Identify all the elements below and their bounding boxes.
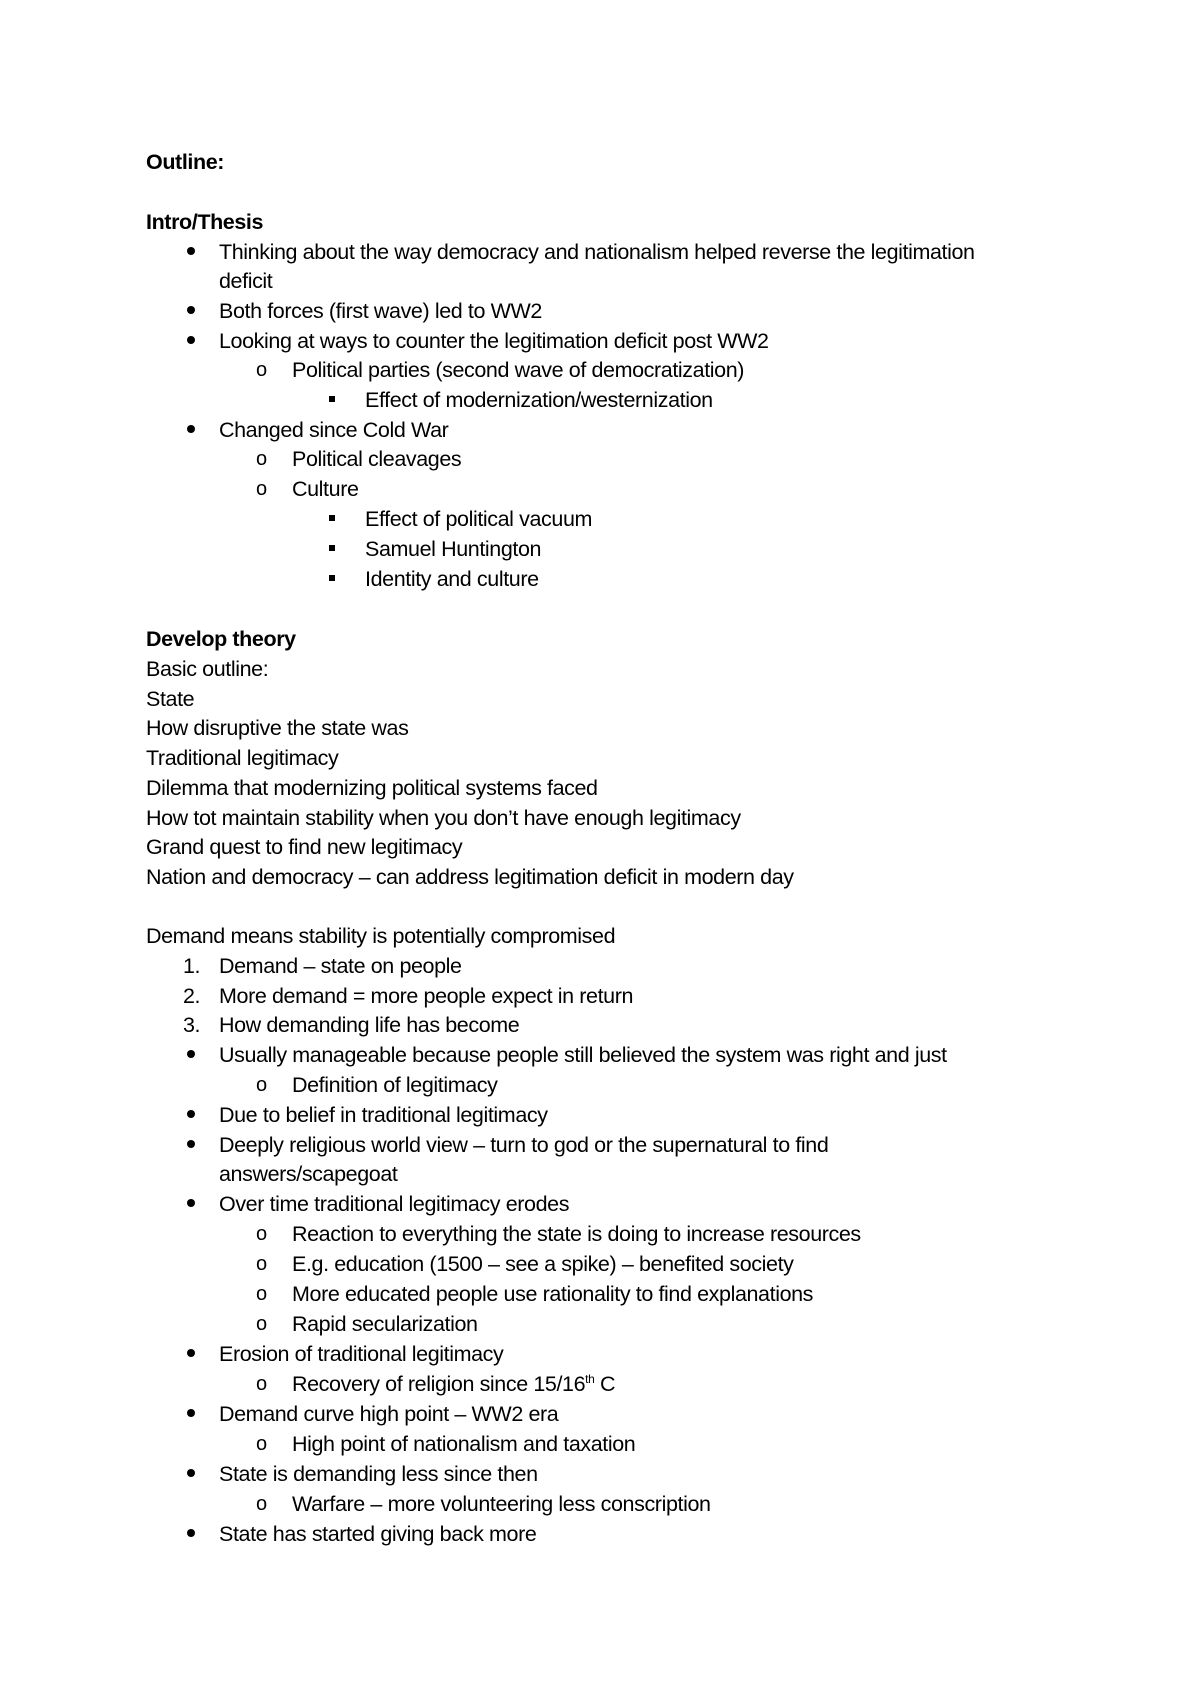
- demand-bullet-8: State has started giving back more: [219, 1522, 537, 1546]
- bullet-disc-icon: [187, 1050, 195, 1058]
- develop-line: Basic outline:: [146, 657, 269, 681]
- bullet-square-icon: [329, 545, 335, 551]
- develop-line: State: [146, 687, 195, 711]
- bullet-disc-icon: [187, 336, 195, 344]
- bullet-square-icon: [329, 575, 335, 581]
- intro-bullet-3-sub-1: Political parties (second wave of democratization): [292, 358, 745, 382]
- bullet-circle-icon: o: [256, 1074, 268, 1096]
- demand-bullet-6: Demand curve high point – WW2 era: [219, 1402, 559, 1426]
- demand-intro: Demand means stability is potentially compromised: [146, 924, 616, 948]
- intro-heading: Intro/Thesis: [146, 210, 264, 234]
- bullet-circle-icon: o: [256, 1223, 268, 1245]
- bullet-disc-icon: [187, 247, 195, 255]
- bullet-circle-icon: o: [256, 1433, 268, 1455]
- develop-line: How tot maintain stability when you don’t have enough legitimacy: [146, 806, 741, 830]
- bullet-circle-icon: o: [256, 448, 268, 470]
- develop-line: Traditional legitimacy: [146, 746, 339, 770]
- intro-bullet-4-sub-1: Political cleavages: [292, 447, 462, 471]
- bullet-disc-icon: [187, 1110, 195, 1118]
- develop-heading: Develop theory: [146, 627, 296, 651]
- demand-bullet-4-sub-4: Rapid secularization: [292, 1312, 478, 1336]
- demand-bullet-4-sub-3: More educated people use rationality to find explanations: [292, 1282, 814, 1306]
- develop-line: How disruptive the state was: [146, 716, 409, 740]
- intro-bullet-4-sub-2-sub-1: Effect of political vacuum: [365, 507, 593, 531]
- list-number: 3.: [183, 1013, 201, 1037]
- bullet-circle-icon: o: [256, 1253, 268, 1275]
- bullet-disc-icon: [187, 1469, 195, 1477]
- bullet-circle-icon: o: [256, 1283, 268, 1305]
- bullet-square-icon: [329, 515, 335, 521]
- develop-line: Dilemma that modernizing political systems faced: [146, 776, 598, 800]
- bullet-disc-icon: [187, 306, 195, 314]
- recovery-text: Recovery of religion since 15/16: [292, 1372, 586, 1396]
- bullet-circle-icon: o: [256, 359, 268, 381]
- century-text: C: [594, 1372, 616, 1396]
- intro-bullet-4-sub-2: Culture: [292, 477, 359, 501]
- bullet-circle-icon: o: [256, 1313, 268, 1335]
- demand-bullet-3: Deeply religious world view – turn to god or the supernatural to find: [219, 1133, 829, 1157]
- outline-heading: Outline:: [146, 150, 225, 174]
- list-number: 1.: [183, 954, 201, 978]
- demand-item-2: More demand = more people expect in return: [219, 984, 634, 1008]
- list-number: 2.: [183, 984, 201, 1008]
- ordinal-suffix: th: [585, 1371, 595, 1386]
- demand-bullet-7: State is demanding less since then: [219, 1462, 538, 1486]
- demand-bullet-4-sub-1: Reaction to everything the state is doing to increase resources: [292, 1222, 861, 1246]
- demand-item-3: How demanding life has become: [219, 1013, 520, 1037]
- intro-bullet-2: Both forces (first wave) led to WW2: [219, 299, 542, 323]
- bullet-disc-icon: [187, 1199, 195, 1207]
- bullet-circle-icon: o: [256, 478, 268, 500]
- demand-bullet-5: Erosion of traditional legitimacy: [219, 1342, 504, 1366]
- develop-line: Nation and democracy – can address legitimation deficit in modern day: [146, 865, 794, 889]
- develop-line: Grand quest to find new legitimacy: [146, 835, 463, 859]
- bullet-disc-icon: [187, 1529, 195, 1537]
- intro-bullet-3-sub-1-sub-1: Effect of modernization/westernization: [365, 388, 713, 412]
- bullet-circle-icon: o: [256, 1373, 268, 1395]
- demand-bullet-1-sub-1: Definition of legitimacy: [292, 1073, 498, 1097]
- demand-bullet-1: Usually manageable because people still believed the system was right and just: [219, 1043, 947, 1067]
- bullet-disc-icon: [187, 425, 195, 433]
- bullet-disc-icon: [187, 1349, 195, 1357]
- demand-bullet-2: Due to belief in traditional legitimacy: [219, 1103, 548, 1127]
- demand-bullet-6-sub-1: High point of nationalism and taxation: [292, 1432, 636, 1456]
- demand-bullet-4-sub-2: E.g. education (1500 – see a spike) – benefited society: [292, 1252, 794, 1276]
- demand-bullet-5-sub-1: [292, 1369, 615, 1399]
- bullet-circle-icon: o: [256, 1493, 268, 1515]
- intro-bullet-3: Looking at ways to counter the legitimation deficit post WW2: [219, 329, 769, 353]
- intro-bullet-1-cont: deficit: [219, 269, 273, 293]
- demand-bullet-4: Over time traditional legitimacy erodes: [219, 1192, 570, 1216]
- demand-bullet-7-sub-1: Warfare – more volunteering less conscription: [292, 1492, 711, 1516]
- bullet-disc-icon: [187, 1140, 195, 1148]
- intro-bullet-4-sub-2-sub-3: Identity and culture: [365, 567, 539, 591]
- bullet-disc-icon: [187, 1409, 195, 1417]
- intro-bullet-4-sub-2-sub-2: Samuel Huntington: [365, 537, 542, 561]
- intro-bullet-4: Changed since Cold War: [219, 418, 449, 442]
- demand-item-1: Demand – state on people: [219, 954, 462, 978]
- bullet-square-icon: [329, 396, 335, 402]
- intro-bullet-1: Thinking about the way democracy and nationalism helped reverse the legitimation: [219, 240, 975, 264]
- demand-bullet-3-cont: answers/scapegoat: [219, 1162, 398, 1186]
